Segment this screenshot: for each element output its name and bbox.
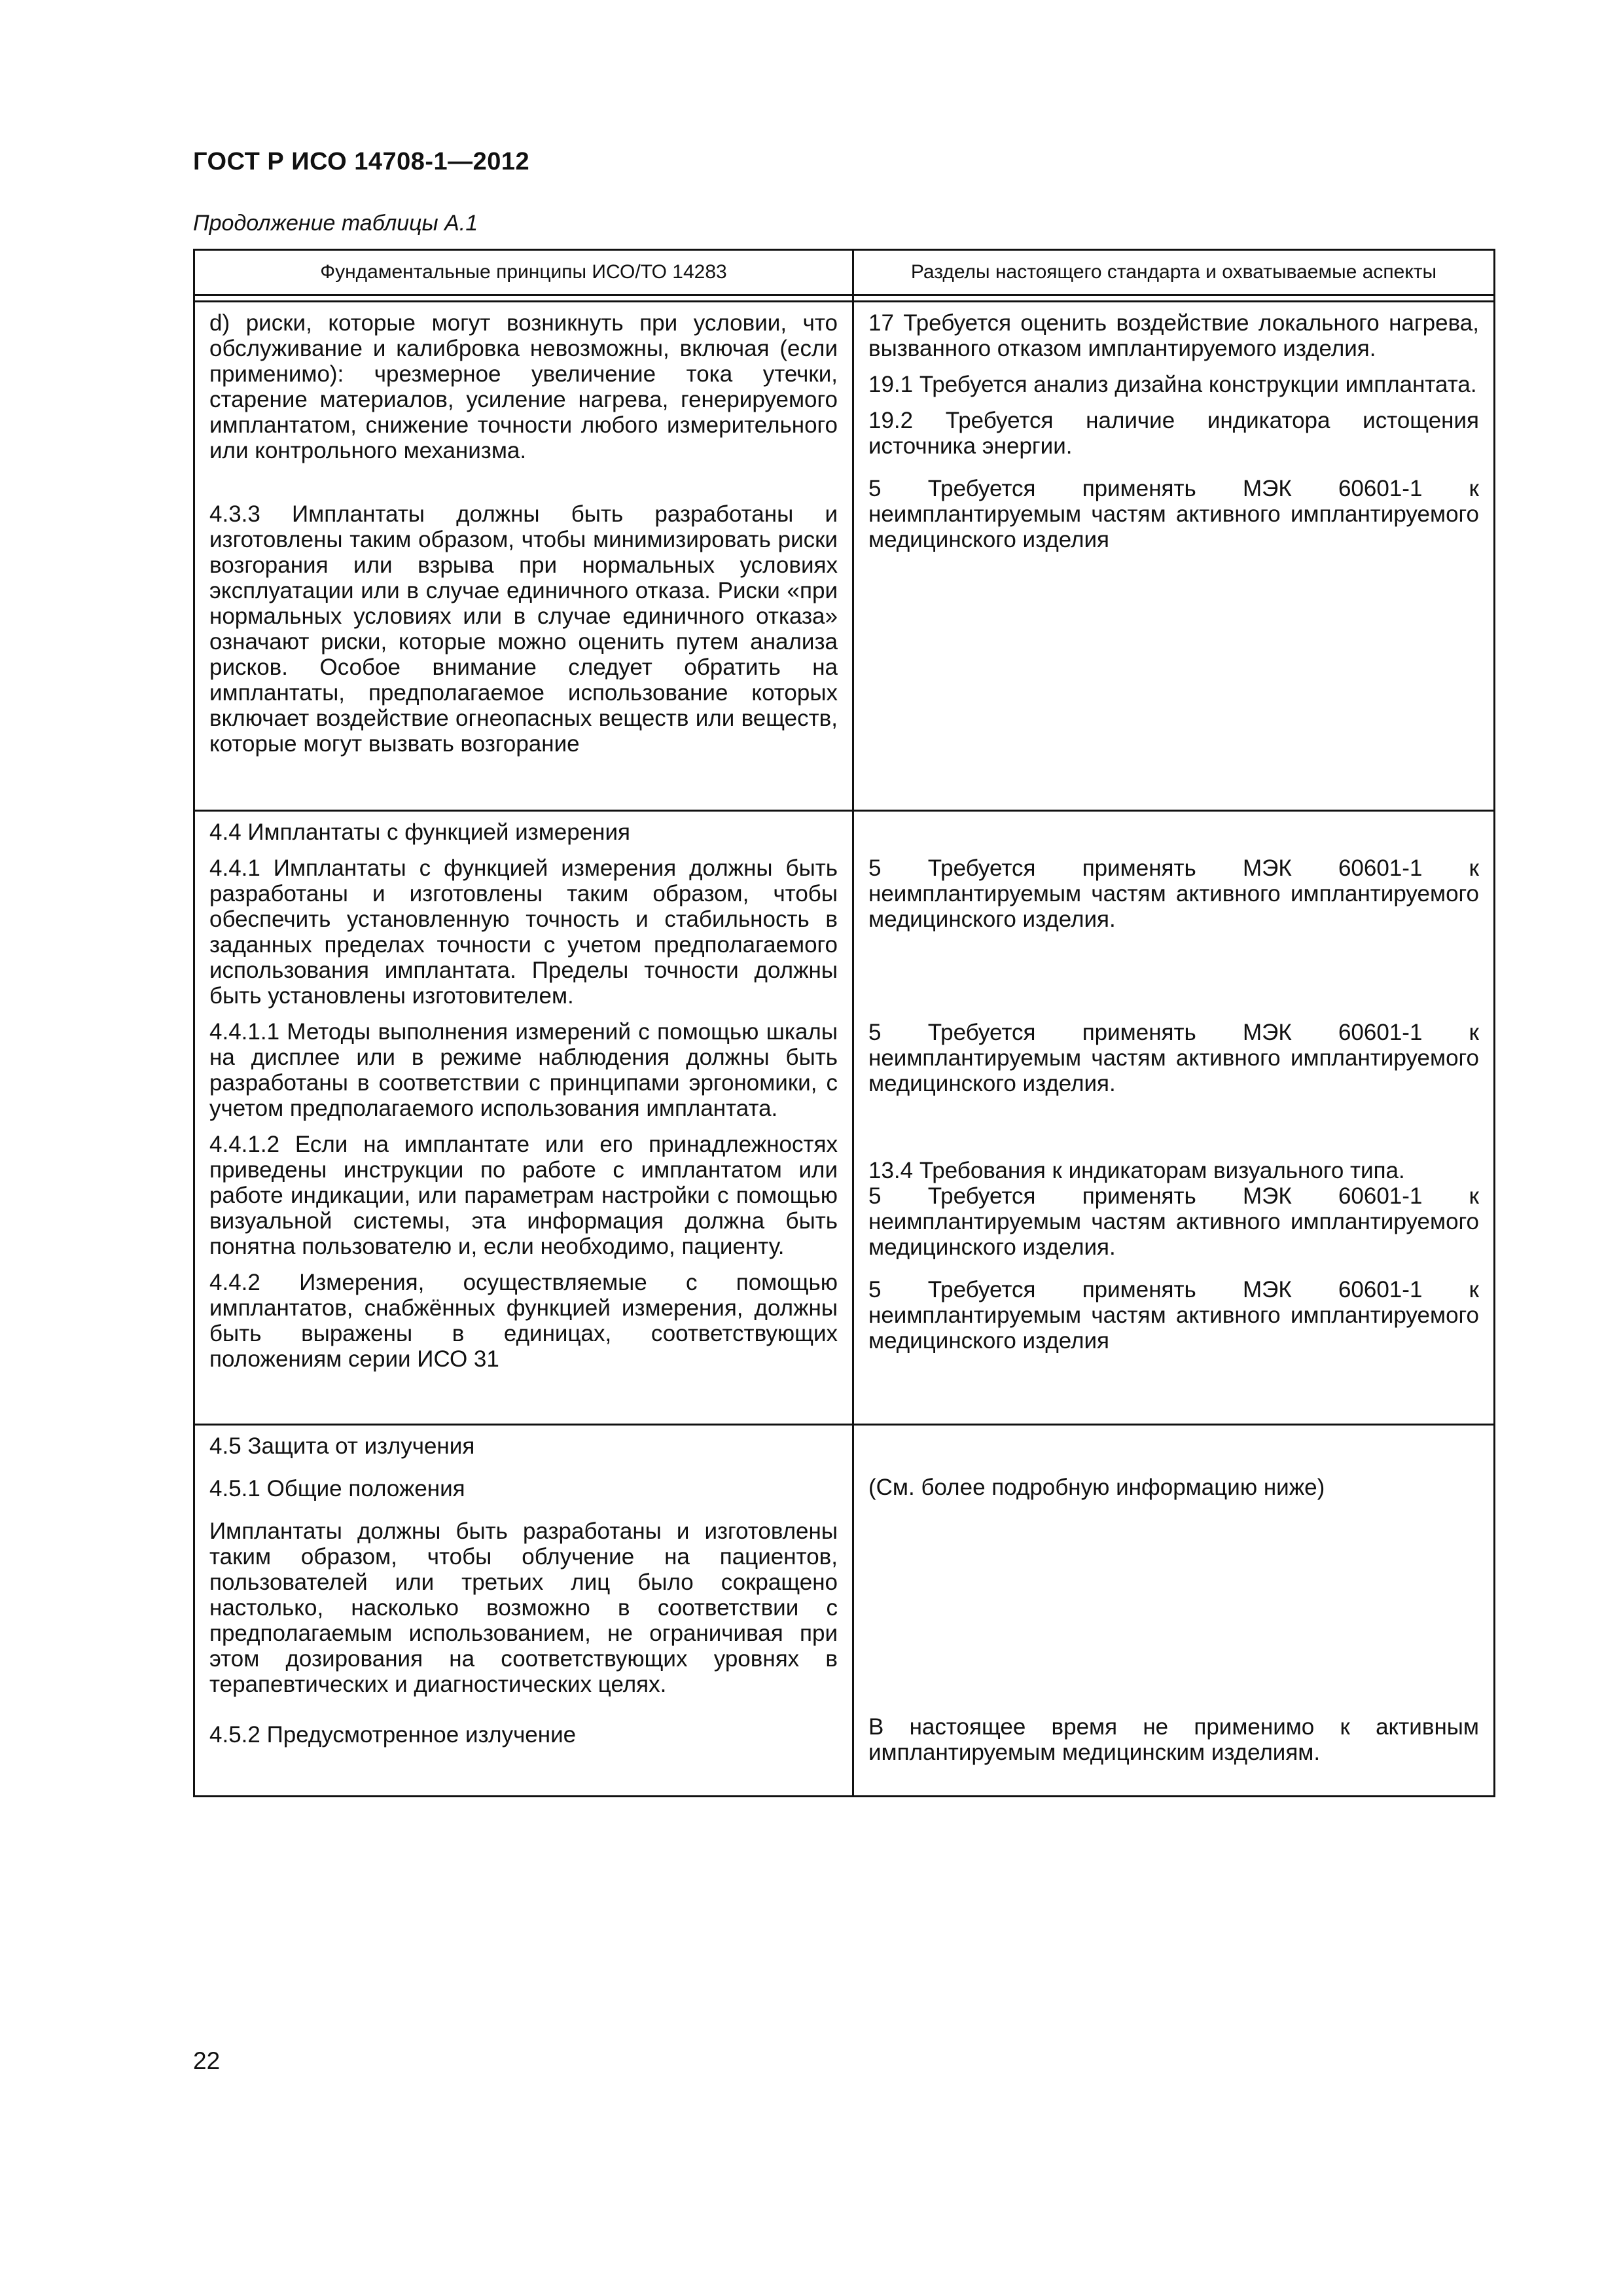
- principle-text: 4.5.2 Предусмотренное излучение: [209, 1722, 577, 1748]
- principle-text: 4.5.1 Общие положения: [209, 1476, 465, 1501]
- section-text: 17 Требуется оценить воздействие локального нагрева, вызванного отказом имплантируемого изделия.: [868, 310, 1479, 361]
- section-text: (См. более подробную информацию ниже): [868, 1475, 1325, 1500]
- principles-cell: [194, 302, 853, 811]
- section-text: 13.4 Требования к индикаторам визуального типа.: [868, 1158, 1405, 1183]
- sections-cell: [853, 811, 1495, 1425]
- section-text: 19.2 Требуется наличие индикатора истощения источника энергии.: [868, 408, 1479, 459]
- requirements-table: [193, 249, 1495, 1797]
- sections-cell: [853, 302, 1495, 811]
- table-continuation-caption: Продолжение таблицы А.1: [193, 211, 478, 236]
- section-text: 5 Требуется применять МЭК 60601-1 к неимплантируемым частям активного имплантируемого медицинского изделия: [868, 476, 1479, 552]
- table-header-row: [194, 250, 1495, 295]
- section-text: 5 Требуется применять МЭК 60601-1 к неимплантируемым частям активного имплантируемого медицинского изделия: [868, 1277, 1479, 1354]
- section-text: 5 Требуется применять МЭК 60601-1 к неимплантируемым частям активного имплантируемого медицинского изделия.: [868, 1183, 1479, 1260]
- section-text: 5 Требуется применять МЭК 60601-1 к неимплантируемым частям активного имплантируемого медицинского изделия.: [868, 1020, 1479, 1096]
- principle-text: 4.4 Имплантаты с функцией измерения: [209, 819, 631, 845]
- table-row: [194, 1425, 1495, 1797]
- page-number: 22: [193, 2047, 221, 2074]
- table-row: [194, 302, 1495, 811]
- principles-cell: [194, 811, 853, 1425]
- principle-text: d) риски, которые могут возникнуть при условии, что обслуживание и калибровка невозможны, включая (если применимо): чрезмерное увеличение тока утечки, старение материалов, усиление нагрева, генерируемого имплантатом, снижение точности любого измерительного или контрольного механизма.: [209, 310, 838, 463]
- principle-text: 4.4.1.1 Методы выполнения измерений с помощью шкалы на дисплее или в режиме наблюдения должны быть разработаны в соответствии с принципами эргономики, с учетом предполагаемого использования имплантата.: [209, 1019, 838, 1121]
- table-group-3: [194, 1425, 1495, 1797]
- principle-text: 4.4.1 Имплантаты с функцией измерения должны быть разработаны и изготовлены таким образом, чтобы обеспечить установленную точность и стабильность в заданных пределах точности с учетом предполагаемого использования имплантата. Пределы точности должны быть установлены изготовителем.: [209, 855, 838, 1009]
- principle-text: 4.5 Защита от излучения: [209, 1433, 475, 1459]
- principles-cell: [194, 1425, 853, 1797]
- sections-cell: [853, 1425, 1495, 1797]
- principle-text: 4.4.2 Измерения, осуществляемые с помощью имплантатов, снабжённых функцией измерения, должны быть выражены в единицах, соответствующих положениям серии ИСО 31: [209, 1270, 838, 1372]
- section-text: 19.1 Требуется анализ дизайна конструкции имплантата.: [868, 372, 1477, 397]
- document-title: ГОСТ Р ИСО 14708-1—2012: [193, 148, 530, 175]
- table-group-2: [194, 811, 1495, 1425]
- principle-text: Имплантаты должны быть разработаны и изготовлены таким образом, чтобы облучение на пациентов, пользователей или третьих лиц было сокращено настолько, насколько возможно в соответствии с предполагаемым использованием, не ограничивая при этом дозирования на соответствующих уровнях в терапевтических и диагностических целях.: [209, 1518, 838, 1697]
- section-text: 5 Требуется применять МЭК 60601-1 к неимплантируемым частям активного имплантируемого медицинского изделия.: [868, 855, 1479, 932]
- section-text: В настоящее время не применимо к активным имплантируемым медицинским изделиям.: [868, 1714, 1479, 1765]
- table-row: [194, 811, 1495, 1425]
- column-header-principles: Фундаментальные принципы ИСО/ТО 14283: [194, 250, 853, 295]
- principle-text: 4.4.1.2 Если на имплантате или его принадлежностях приведены инструкции по работе с имплантатом или работе индикации, или параметрам настройки с помощью визуальной системы, эта информация должна быть понятна пользователю и, если необходимо, пациенту.: [209, 1132, 838, 1259]
- principle-text: 4.3.3 Имплантаты должны быть разработаны и изготовлены таким образом, чтобы минимизировать риски возгорания или взрыва при нормальных условиях эксплуатации или в случае единичного отказа. Риски «при нормальных условиях или в случае единичного отказа» означают риски, которые можно оценить путем анализа рисков. Особое внимание следует обратить на имплантаты, предполагаемое использование которых включает воздействие огнеопасных веществ или веществ, которые могут вызвать возгорание: [209, 501, 838, 757]
- column-header-sections: Разделы настоящего стандарта и охватываемые аспекты: [853, 250, 1495, 295]
- table-group-1: [194, 302, 1495, 811]
